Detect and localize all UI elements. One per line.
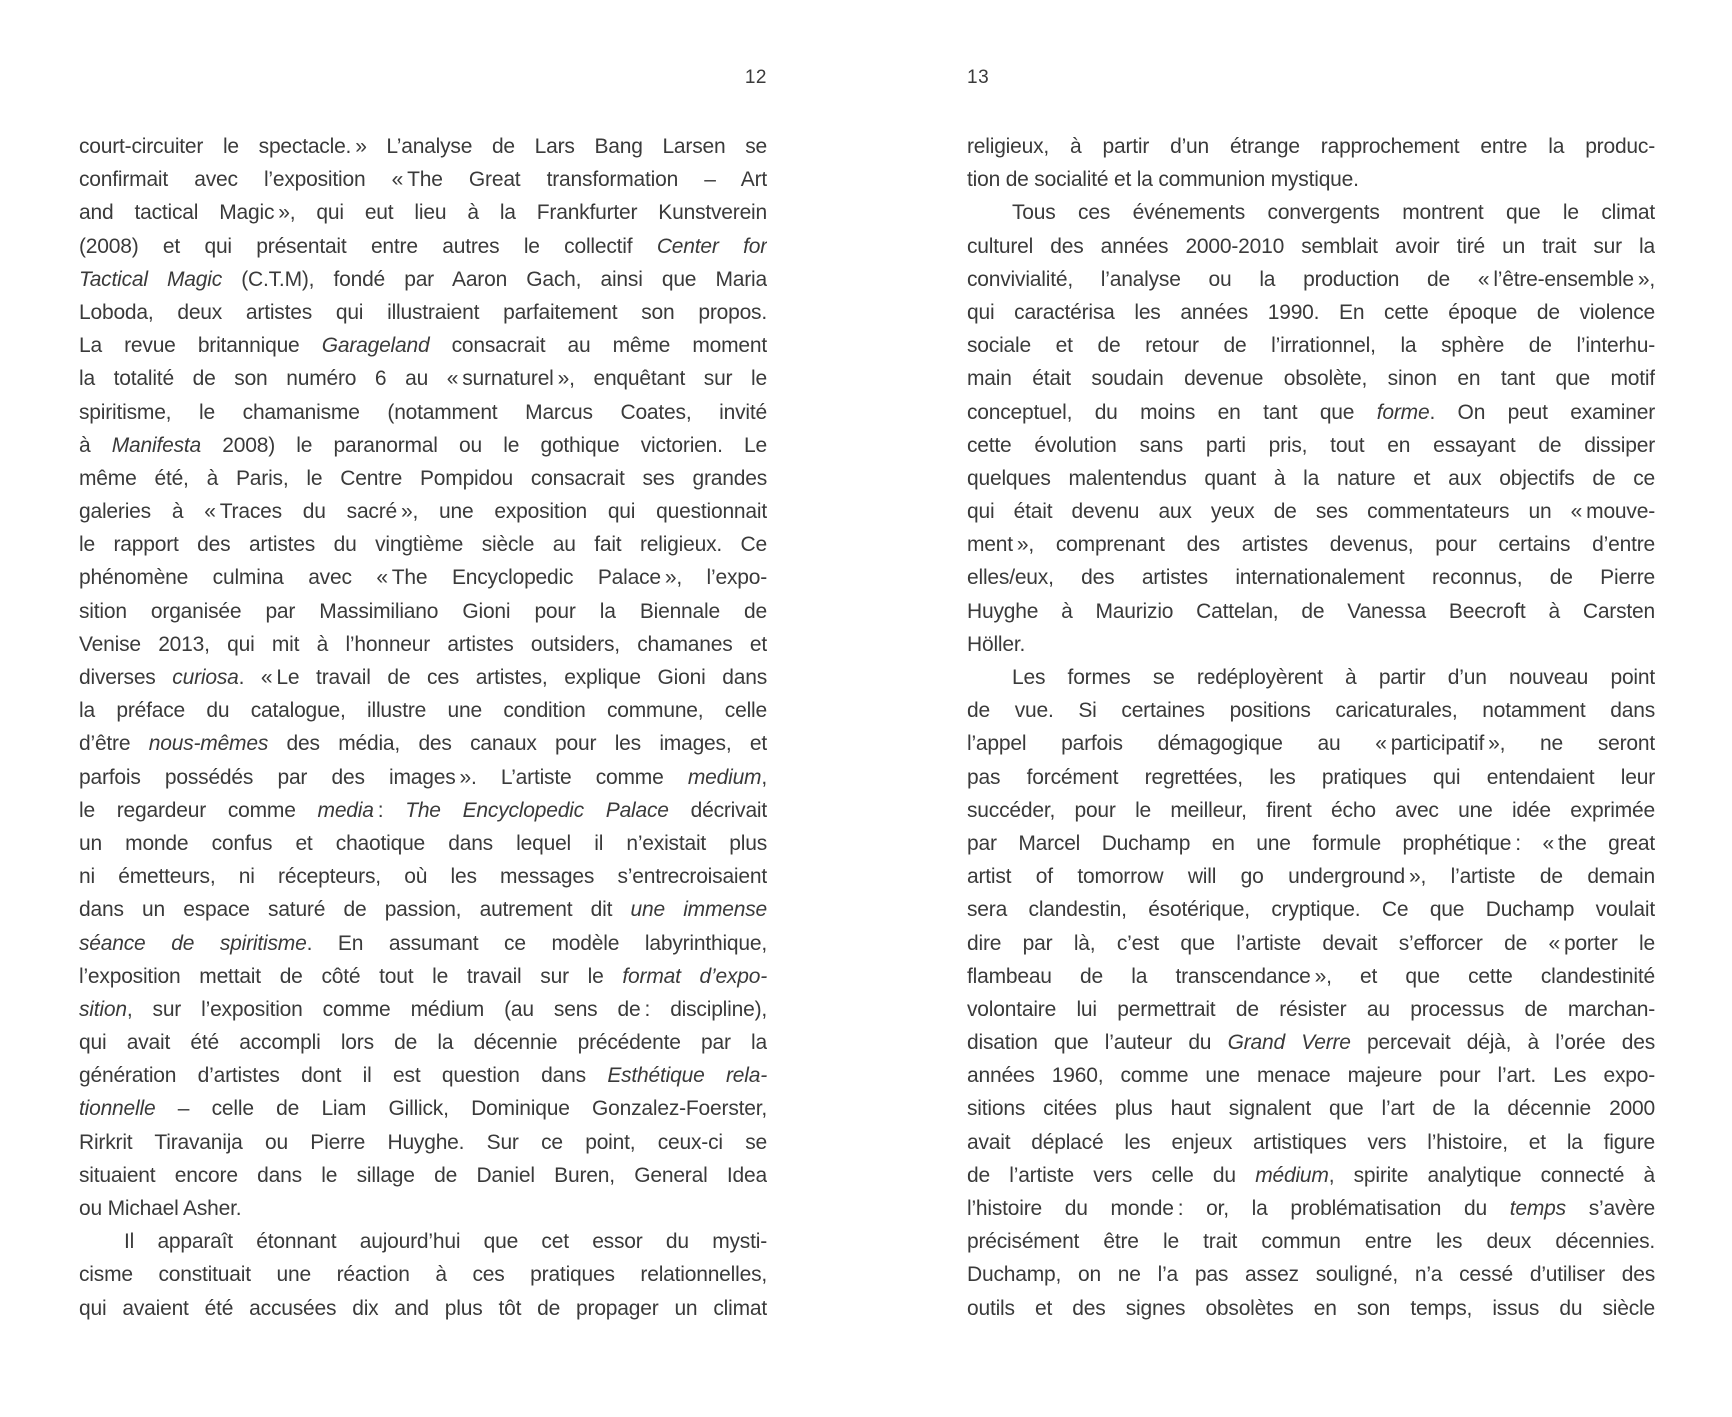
text-line: précisément être le trait commun entre les deux décennies. xyxy=(967,1230,1655,1254)
text-line: sition organisée par Massimiliano Gioni pour la Biennale de xyxy=(79,599,767,623)
text-line: le regardeur comme media : The Encyclopedic Palace décrivait xyxy=(79,798,767,822)
text-line: la préface du catalogue, illustre une condition commune, celle xyxy=(79,699,767,723)
text-line: elles/eux, des artistes internationalement reconnus, de Pierre xyxy=(967,566,1655,590)
text-line: avait déplacé les enjeux artistiques vers l’histoire, et la figure xyxy=(967,1130,1655,1154)
text-line: cisme constituait une réaction à ces pratiques relationnelles, xyxy=(79,1263,767,1287)
text-line: le rapport des artistes du vingtième siècle au fait religieux. Ce xyxy=(79,533,767,557)
text-line: flambeau de la transcendance », et que cette clandestinité xyxy=(967,964,1655,988)
text-line: Höller. xyxy=(967,632,1026,656)
text-line: Huyghe à Maurizio Cattelan, de Vanessa Beecroft à Carsten xyxy=(967,599,1655,623)
text-line: années 1960, comme une menace majeure pour l’art. Les expo- xyxy=(967,1064,1655,1088)
text-line: même été, à Paris, le Centre Pompidou consacrait ses grandes xyxy=(79,466,767,490)
text-line: ni émetteurs, ni récepteurs, où les messages s’entrecroisaient xyxy=(79,865,767,889)
text-line: confirmait avec l’exposition « The Great transformation – Art xyxy=(79,168,767,192)
text-line: l’exposition mettait de côté tout le travail sur le format d’expo- xyxy=(79,964,767,988)
text-line: and tactical Magic », qui eut lieu à la Frankfurter Kunstverein xyxy=(79,201,767,225)
text-line: Duchamp, on ne l’a pas assez souligné, n’a cessé d’utiliser des xyxy=(967,1263,1655,1287)
text-line: qui avait été accompli lors de la décennie précédente par la xyxy=(79,1031,767,1055)
text-line: dire par là, c’est que l’artiste devait s’efforcer de « porter le xyxy=(967,931,1655,955)
text-line: outils et des signes obsolètes en son temps, issus du siècle xyxy=(967,1296,1655,1320)
text-line: court-circuiter le spectacle. » L’analyse de Lars Bang Larsen se xyxy=(79,135,767,158)
text-line: volontaire lui permettrait de résister au processus de marchan- xyxy=(967,997,1655,1021)
page-number-left: 12 xyxy=(744,67,767,88)
text-line: La revue britannique Garageland consacrait au même moment xyxy=(79,334,767,358)
text-line: parfois possédés par des images ». L’artiste comme medium, xyxy=(79,765,767,789)
text-line: tionnelle – celle de Liam Gillick, Dominique Gonzalez-Foerster, xyxy=(79,1097,767,1121)
text-line: ment », comprenant des artistes devenus, pour certains d’entre xyxy=(967,533,1655,557)
text-line: spiritisme, le chamanisme (notamment Marcus Coates, invité xyxy=(79,400,767,424)
text-line: Tactical Magic (C.T.M), fondé par Aaron Gach, ainsi que Maria xyxy=(79,267,767,291)
text-line: convivialité, l’analyse ou la production de « l’être-ensemble », xyxy=(967,267,1655,291)
text-line: phénomène culmina avec « The Encyclopedic Palace », l’expo- xyxy=(79,566,767,590)
text-line: pas forcément regrettées, les pratiques qui entendaient leur xyxy=(967,765,1655,789)
text-line: Les formes se redéployèrent à partir d’un nouveau point xyxy=(1012,666,1655,689)
text-line: artist of tomorrow will go underground », l’artiste de demain xyxy=(967,865,1655,889)
text-line: main était soudain devenue obsolète, sinon en tant que motif xyxy=(967,367,1655,391)
text-line: Tous ces événements convergents montrent que le climat xyxy=(1012,201,1655,225)
text-line: quelques malentendus quant à la nature et aux objectifs de ce xyxy=(967,466,1655,490)
text-line: l’appel parfois démagogique au « participatif », ne seront xyxy=(967,732,1655,756)
page-number-right: 13 xyxy=(967,67,990,88)
text-line: Venise 2013, qui mit à l’honneur artistes outsiders, chamanes et xyxy=(79,632,767,656)
text-line: succéder, pour le meilleur, firent écho avec une idée exprimée xyxy=(967,798,1655,822)
text-line: religieux, à partir d’un étrange rapprochement entre la produc- xyxy=(967,135,1655,158)
text-line: cette évolution sans parti pris, tout en essayant de dissiper xyxy=(967,433,1655,457)
text-line: disation que l’auteur du Grand Verre percevait déjà, à l’orée des xyxy=(967,1031,1655,1055)
text-line: séance de spiritisme. En assumant ce modèle labyrinthique, xyxy=(79,931,767,955)
text-line: un monde confus et chaotique dans lequel il n’existait plus xyxy=(79,831,767,855)
text-line: dans un espace saturé de passion, autrement dit une immense xyxy=(79,898,767,922)
text-line: par Marcel Duchamp en une formule prophétique : « the great xyxy=(967,831,1655,855)
text-line: de l’artiste vers celle du médium, spirite analytique connecté à xyxy=(967,1163,1655,1187)
text-line: tion de socialité et la communion mystique. xyxy=(967,168,1359,192)
text-line: culturel des années 2000-2010 semblait avoir tiré un trait sur la xyxy=(967,234,1655,258)
text-line: qui était devenu aux yeux de ses commentateurs un « mouve- xyxy=(967,500,1655,524)
text-line: sitions citées plus haut signalent que l’art de la décennie 2000 xyxy=(967,1097,1655,1121)
text-line: sera clandestin, ésotérique, cryptique. Ce que Duchamp voulait xyxy=(967,898,1655,922)
text-line: ou Michael Asher. xyxy=(79,1197,242,1220)
text-line: (2008) et qui présentait entre autres le collectif Center for xyxy=(79,234,767,258)
text-line: sition, sur l’exposition comme médium (au sens de : discipline), xyxy=(79,997,767,1021)
text-line: Rirkrit Tiravanija ou Pierre Huyghe. Sur ce point, ceux-ci se xyxy=(79,1130,767,1154)
text-line: de vue. Si certaines positions caricaturales, notamment dans xyxy=(967,699,1655,723)
text-line: Il apparaît étonnant aujourd’hui que cet essor du mysti- xyxy=(124,1230,767,1254)
text-line: qui caractérisa les années 1990. En cette époque de violence xyxy=(967,300,1655,324)
text-line: l’histoire du monde : or, la problématisation du temps s’avère xyxy=(967,1197,1655,1220)
page-13-text-column xyxy=(967,130,1655,1325)
text-line: diverses curiosa. « Le travail de ces artistes, explique Gioni dans xyxy=(79,666,767,689)
text-line: conceptuel, du moins en tant que forme. On peut examiner xyxy=(967,400,1655,424)
text-line: galeries à « Traces du sacré », une exposition qui questionnait xyxy=(79,500,767,524)
text-line: la totalité de son numéro 6 au « surnaturel », enquêtant sur le xyxy=(79,367,767,391)
text-line: situaient encore dans le sillage de Daniel Buren, General Idea xyxy=(79,1163,767,1187)
text-line: d’être nous-mêmes des média, des canaux pour les images, et xyxy=(79,732,767,756)
text-line: à Manifesta 2008) le paranormal ou le gothique victorien. Le xyxy=(79,433,767,457)
page-12-text-column xyxy=(79,130,767,1325)
text-line: génération d’artistes dont il est question dans Esthétique rela- xyxy=(79,1064,767,1088)
text-line: sociale et de retour de l’irrationnel, la sphère de l’interhu- xyxy=(967,334,1655,358)
text-line: Loboda, deux artistes qui illustraient parfaitement son propos. xyxy=(79,300,767,324)
text-line: qui avaient été accusées dix and plus tôt de propager un climat xyxy=(79,1296,767,1320)
